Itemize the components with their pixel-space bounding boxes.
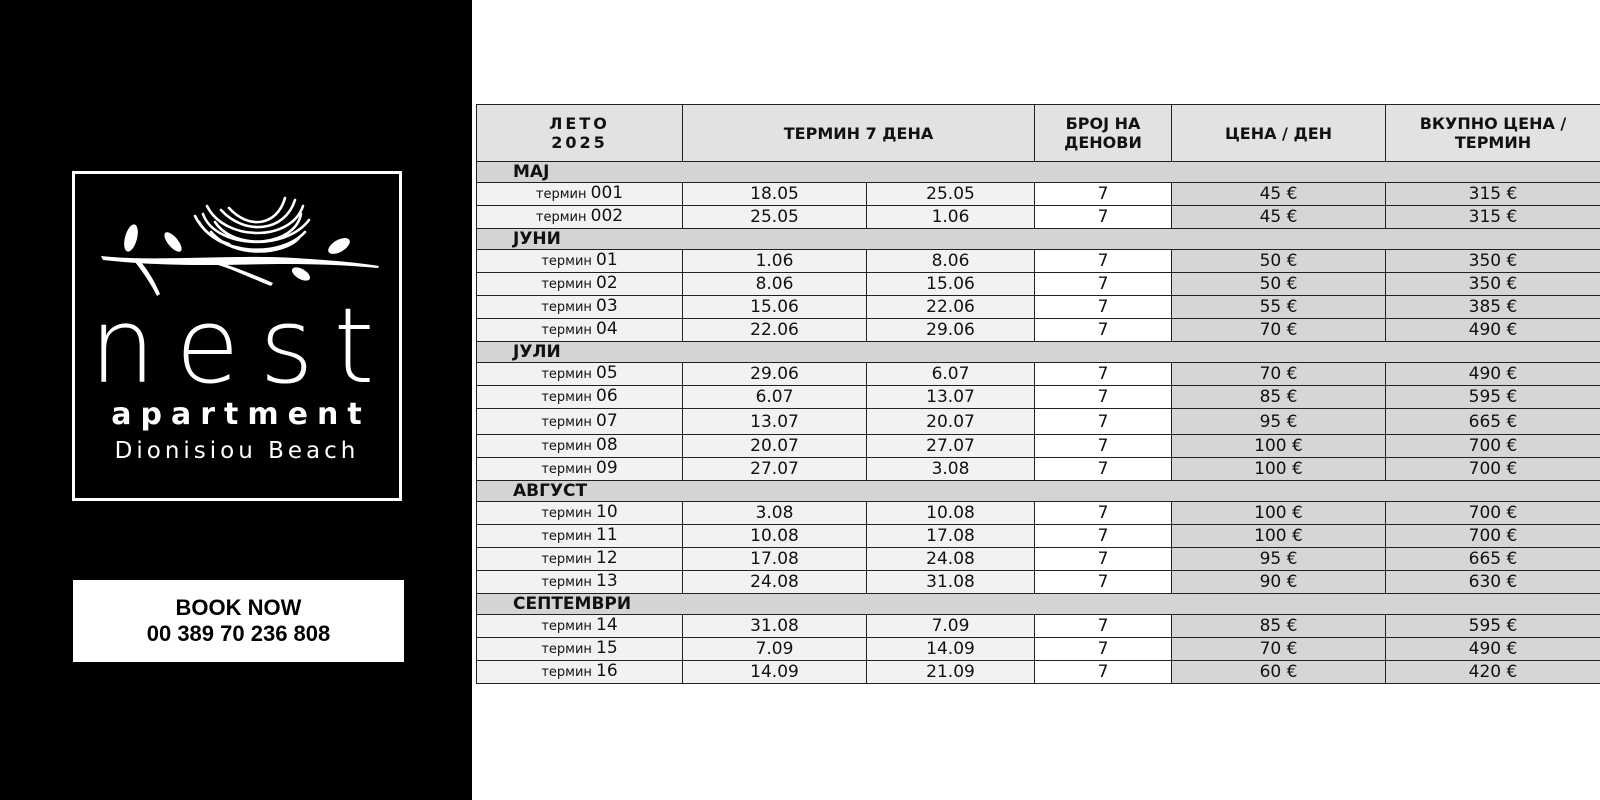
price-per-day-cell: 45 € (1172, 183, 1386, 206)
date-to-cell: 20.07 (867, 409, 1035, 435)
month-row (477, 481, 1600, 502)
header-days: БРОЈ НА ДЕНОВИ (1035, 105, 1172, 162)
date-to-cell: 14.09 (867, 638, 1035, 661)
term-prefix: термин (541, 323, 592, 338)
total-price-cell: 490 € (1386, 363, 1600, 386)
term-prefix: термин (541, 390, 592, 405)
term-number: 07 (596, 410, 618, 431)
date-from-cell: 6.07 (683, 386, 867, 409)
price-per-day-cell: 90 € (1172, 571, 1386, 594)
days-cell: 7 (1035, 206, 1172, 229)
month-label: МАЈ (477, 162, 1600, 183)
total-price-cell: 665 € (1386, 409, 1600, 435)
date-to-cell: 27.07 (867, 435, 1035, 458)
total-price-cell: 595 € (1386, 615, 1600, 638)
date-from-cell: 31.08 (683, 615, 867, 638)
term-prefix: термин (535, 187, 587, 202)
table-row (477, 502, 1600, 525)
total-price-cell: 700 € (1386, 435, 1600, 458)
term-number: 05 (596, 363, 618, 383)
date-to-cell: 24.08 (867, 548, 1035, 571)
table-row (477, 386, 1600, 409)
price-table-body (477, 162, 1600, 684)
total-price-cell: 350 € (1386, 250, 1600, 273)
term-number: 09 (596, 458, 618, 478)
price-per-day-cell: 70 € (1172, 363, 1386, 386)
term-number: 03 (596, 296, 618, 316)
table-row (477, 615, 1600, 638)
term-number: 12 (596, 548, 618, 568)
table-header-row (477, 105, 1600, 162)
term-prefix: термин (541, 665, 592, 680)
term-number: 04 (596, 319, 618, 339)
table-row (477, 458, 1600, 481)
term-cell (477, 638, 683, 661)
days-cell: 7 (1035, 183, 1172, 206)
table-row (477, 206, 1600, 229)
price-per-day-cell: 50 € (1172, 250, 1386, 273)
date-from-cell: 3.08 (683, 502, 867, 525)
table-row (477, 548, 1600, 571)
price-table (476, 104, 1600, 684)
term-cell (477, 435, 683, 458)
date-to-cell: 1.06 (867, 206, 1035, 229)
term-prefix: термин (541, 642, 592, 657)
month-row (477, 594, 1600, 615)
days-cell: 7 (1035, 638, 1172, 661)
header-total: ВКУПНО ЦЕНА /ТЕРМИН (1386, 105, 1600, 162)
term-cell (477, 548, 683, 571)
days-cell: 7 (1035, 250, 1172, 273)
term-cell (477, 363, 683, 386)
date-to-cell: 17.08 (867, 525, 1035, 548)
book-now-label: BOOK NOW (175, 595, 302, 620)
date-from-cell: 24.08 (683, 571, 867, 594)
term-cell (477, 525, 683, 548)
total-price-cell: 665 € (1386, 548, 1600, 571)
booking-phone: 00 389 70 236 808 (146, 621, 331, 646)
total-price-cell: 315 € (1386, 206, 1600, 229)
days-cell: 7 (1035, 386, 1172, 409)
brand-name: nest (89, 285, 395, 407)
price-per-day-cell: 70 € (1172, 638, 1386, 661)
price-per-day-cell: 100 € (1172, 525, 1386, 548)
term-cell (477, 409, 683, 435)
term-number: 02 (596, 273, 618, 293)
date-from-cell: 29.06 (683, 363, 867, 386)
brand-location: Dionisiou Beach (114, 438, 360, 464)
days-cell: 7 (1035, 363, 1172, 386)
term-prefix: термин (541, 619, 592, 634)
date-to-cell: 22.06 (867, 296, 1035, 319)
term-cell (477, 458, 683, 481)
days-cell: 7 (1035, 571, 1172, 594)
days-cell: 7 (1035, 458, 1172, 481)
month-label: ЈУЛИ (477, 342, 1600, 363)
days-cell: 7 (1035, 661, 1172, 684)
term-number: 16 (596, 661, 618, 681)
date-from-cell: 27.07 (683, 458, 867, 481)
term-number: 14 (596, 615, 618, 635)
total-price-cell: 700 € (1386, 502, 1600, 525)
term-cell (477, 183, 683, 206)
table-row (477, 319, 1600, 342)
term-prefix: термин (541, 277, 592, 292)
days-cell: 7 (1035, 548, 1172, 571)
date-from-cell: 17.08 (683, 548, 867, 571)
header-season: ЛЕТО 2025 (477, 105, 683, 162)
total-price-cell: 315 € (1386, 183, 1600, 206)
total-price-cell: 385 € (1386, 296, 1600, 319)
term-number: 01 (596, 250, 618, 270)
table-row (477, 250, 1600, 273)
days-cell: 7 (1035, 296, 1172, 319)
term-prefix: термин (541, 552, 592, 567)
date-from-cell: 25.05 (683, 206, 867, 229)
book-now-button[interactable] (73, 580, 404, 662)
price-per-day-cell: 55 € (1172, 296, 1386, 319)
term-prefix: термин (541, 300, 592, 315)
price-per-day-cell: 100 € (1172, 458, 1386, 481)
date-from-cell: 20.07 (683, 435, 867, 458)
header-period: ТЕРМИН 7 ДЕНА (683, 105, 1035, 162)
total-price-cell: 420 € (1386, 661, 1600, 684)
table-row (477, 661, 1600, 684)
date-from-cell: 15.06 (683, 296, 867, 319)
table-row (477, 435, 1600, 458)
table-row (477, 409, 1600, 435)
price-per-day-cell: 95 € (1172, 548, 1386, 571)
date-from-cell: 14.09 (683, 661, 867, 684)
days-cell: 7 (1035, 615, 1172, 638)
term-cell (477, 273, 683, 296)
brand-subtitle: apartment (111, 397, 371, 432)
date-to-cell: 29.06 (867, 319, 1035, 342)
term-cell (477, 661, 683, 684)
term-prefix: термин (541, 506, 592, 521)
term-prefix: термин (541, 439, 592, 454)
date-from-cell: 13.07 (683, 409, 867, 435)
date-to-cell: 3.08 (867, 458, 1035, 481)
total-price-cell: 595 € (1386, 386, 1600, 409)
total-price-cell: 490 € (1386, 638, 1600, 661)
table-row (477, 183, 1600, 206)
term-number: 11 (596, 525, 618, 545)
term-cell (477, 319, 683, 342)
term-cell (477, 296, 683, 319)
date-from-cell: 22.06 (683, 319, 867, 342)
term-number: 001 (590, 183, 624, 203)
price-per-day-cell: 85 € (1172, 386, 1386, 409)
date-to-cell: 8.06 (867, 250, 1035, 273)
date-from-cell: 1.06 (683, 250, 867, 273)
date-from-cell: 10.08 (683, 525, 867, 548)
term-prefix: термин (541, 254, 592, 269)
term-number: 002 (590, 206, 624, 226)
days-cell: 7 (1035, 502, 1172, 525)
term-cell (477, 502, 683, 525)
total-price-cell: 700 € (1386, 525, 1600, 548)
days-cell: 7 (1035, 435, 1172, 458)
term-prefix: термин (541, 529, 592, 544)
table-row (477, 296, 1600, 319)
table-row (477, 571, 1600, 594)
price-per-day-cell: 60 € (1172, 661, 1386, 684)
table-row (477, 638, 1600, 661)
total-price-cell: 490 € (1386, 319, 1600, 342)
term-number: 13 (596, 571, 618, 591)
term-number: 08 (596, 435, 618, 455)
days-cell: 7 (1035, 525, 1172, 548)
date-from-cell: 18.05 (683, 183, 867, 206)
term-number: 15 (596, 638, 618, 658)
date-to-cell: 31.08 (867, 571, 1035, 594)
days-cell: 7 (1035, 273, 1172, 296)
term-cell (477, 615, 683, 638)
price-per-day-cell: 70 € (1172, 319, 1386, 342)
total-price-cell: 700 € (1386, 458, 1600, 481)
price-per-day-cell: 45 € (1172, 206, 1386, 229)
date-to-cell: 13.07 (867, 386, 1035, 409)
days-cell: 7 (1035, 409, 1172, 435)
total-price-cell: 630 € (1386, 571, 1600, 594)
total-price-cell: 350 € (1386, 273, 1600, 296)
date-to-cell: 15.06 (867, 273, 1035, 296)
date-to-cell: 10.08 (867, 502, 1035, 525)
header-price: ЦЕНА / ДЕН (1172, 105, 1386, 162)
date-to-cell: 7.09 (867, 615, 1035, 638)
month-label: АВГУСТ (477, 481, 1600, 502)
term-prefix: термин (541, 414, 592, 430)
term-prefix: термин (541, 575, 592, 590)
month-row (477, 162, 1600, 183)
price-per-day-cell: 100 € (1172, 502, 1386, 525)
date-to-cell: 6.07 (867, 363, 1035, 386)
logo-frame (72, 171, 402, 501)
days-cell: 7 (1035, 319, 1172, 342)
month-row (477, 342, 1600, 363)
date-to-cell: 21.09 (867, 661, 1035, 684)
price-per-day-cell: 50 € (1172, 273, 1386, 296)
month-label: СЕПТЕМВРИ (477, 594, 1600, 615)
price-per-day-cell: 95 € (1172, 409, 1386, 435)
term-prefix: термин (535, 210, 587, 225)
table-row (477, 363, 1600, 386)
term-prefix: термин (541, 462, 592, 477)
term-cell (477, 250, 683, 273)
term-prefix: термин (541, 367, 592, 382)
term-cell (477, 571, 683, 594)
date-to-cell: 25.05 (867, 183, 1035, 206)
month-label: ЈУНИ (477, 229, 1600, 250)
table-row (477, 273, 1600, 296)
term-number: 06 (596, 386, 618, 406)
date-from-cell: 8.06 (683, 273, 867, 296)
term-cell (477, 206, 683, 229)
term-cell (477, 386, 683, 409)
price-per-day-cell: 100 € (1172, 435, 1386, 458)
price-per-day-cell: 85 € (1172, 615, 1386, 638)
date-from-cell: 7.09 (683, 638, 867, 661)
term-number: 10 (596, 502, 618, 522)
month-row (477, 229, 1600, 250)
table-row (477, 525, 1600, 548)
brand-panel (0, 0, 472, 800)
